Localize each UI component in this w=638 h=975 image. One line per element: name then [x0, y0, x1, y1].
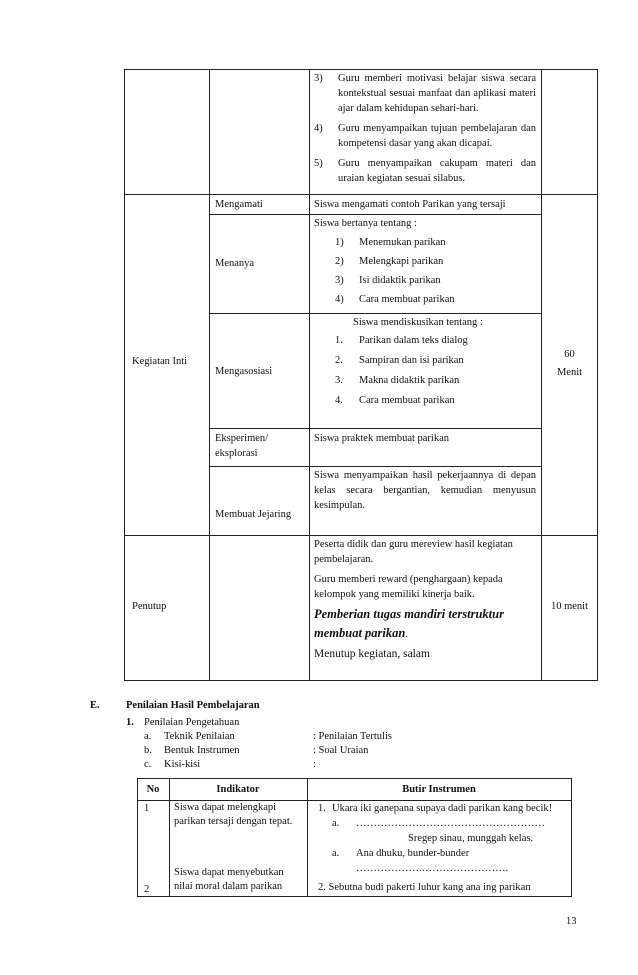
table2-row1-instrument	[318, 801, 568, 876]
menanya-list	[335, 235, 535, 307]
answer-b: a. Ana dhuku, bunder-bunder	[332, 848, 470, 859]
penutup-activities	[314, 537, 536, 662]
table2-row1-indikator: Siswa dapat melengkapi parikan tersaji dengan tepat.	[174, 802, 293, 827]
penutup-time: 10 menit	[550, 601, 589, 612]
eksperimen-text: Siswa praktek membuat parikan	[314, 433, 450, 444]
list-item: 2. Sampiran dan isi parikan	[335, 355, 464, 366]
inti-time-unit: Menit	[556, 367, 583, 378]
mengasosiasi-label: Mengasosiasi	[215, 366, 273, 377]
mengasosiasi-list	[335, 333, 535, 408]
table2-header-indikator: Indikator	[216, 784, 260, 795]
list-item: 2) Melengkapi parikan	[335, 256, 444, 267]
section-e-title: Penilaian Hasil Pembelajaran	[126, 700, 260, 711]
table2-header-butir: Butir Instrumen	[402, 784, 476, 795]
jejaring-text: Siswa menyampaikan hasil pekerjaannya di depan kelas secara bergantian, kemudian menyusun kesimpulan.	[314, 470, 536, 511]
menanya-label: Menanya	[215, 258, 255, 269]
penutup-review: Peserta didik dan guru mereview hasil kegiatan pembelajaran.	[314, 539, 513, 565]
list-item: 5) Guru menyampaikan cakupam materi dan uraian kegiatan sesuai silabus.	[314, 158, 536, 184]
subsection-title: Penilaian Pengetahuan	[144, 717, 240, 728]
assessment-value: : Penilaian Tertulis	[313, 731, 392, 742]
list-item: 1. Parikan dalam teks dialog	[335, 335, 468, 346]
table2-header-no: No	[146, 784, 160, 795]
subsection-number: 1.	[126, 717, 134, 728]
assessment-row: c. Kisi-kisi	[144, 759, 201, 770]
list-item: 3. Makna didaktik parikan	[335, 375, 460, 386]
table2-row2-indikator: Siswa dapat menyebutkan nilai moral dalam parikan	[174, 867, 284, 892]
list-item: 4) Cara membuat parikan	[335, 294, 455, 305]
table2-row2-no: 2	[144, 884, 150, 895]
assessment-row: a. Teknik Penilaian	[144, 731, 235, 742]
answer-a: a. ………………………………………………	[332, 818, 545, 829]
table2-row1-no: 1	[144, 803, 150, 814]
mengamati-text: Siswa mengamati contoh Parikan yang tersaji	[314, 199, 506, 210]
menanya-intro: Siswa bertanya tentang :	[314, 218, 417, 229]
penutup-task: Pemberian tugas mandiri terstruktur membuat parikan.	[314, 607, 504, 640]
assessment-row: b. Bentuk Instrumen	[144, 745, 240, 756]
inti-time-value: 60	[564, 349, 575, 360]
question-item: 1. Ukara iki ganepana supaya dadi parikan kang becik!	[318, 803, 553, 814]
top-activity-list	[314, 71, 536, 186]
list-item: 3) Isi didaktik parikan	[335, 275, 441, 286]
assessment-value: : Soal Uraian	[313, 745, 369, 756]
list-item: 4. Cara membuat parikan	[335, 395, 455, 406]
page-number: 13	[566, 916, 577, 927]
table2-row2-question: 2. Sebutna budi pakerti luhur kang ana ing parikan	[318, 882, 531, 893]
kegiatan-inti-label: Kegiatan Inti	[132, 356, 188, 367]
mengasosiasi-intro: Siswa mendiskusikan tentang :	[353, 317, 483, 328]
assessment-value: :	[313, 759, 316, 770]
penutup-label: Penutup	[132, 601, 167, 612]
answer-b-line: ……………….…………………….	[356, 863, 509, 874]
answer-a-text: Sregep sinau, munggah kelas.	[408, 833, 534, 844]
jejaring-label: Membuat Jejaring	[215, 509, 292, 520]
list-item: 4) Guru menyampaikan tujuan pembelajaran dan kompetensi dasar yang akan dicapai.	[314, 123, 536, 149]
penutup-reward: Guru memberi reward (penghargaan) kepada kelompok yang memiliki kinerja baik.	[314, 574, 503, 600]
eksperimen-label: Eksperimen/ eksplorasi	[215, 433, 269, 459]
mengamati-label: Mengamati	[215, 199, 263, 210]
penutup-closing: Menutup kegiatan, salam	[314, 648, 430, 660]
list-item: 1) Menemukan parikan	[335, 237, 446, 248]
section-e-letter: E.	[90, 700, 100, 711]
list-item: 3) Guru memberi motivasi belajar siswa secara kontekstual sesuai manfaat dan aplikasi materi ajar dalam kehidupan sehari-hari.	[314, 73, 536, 114]
